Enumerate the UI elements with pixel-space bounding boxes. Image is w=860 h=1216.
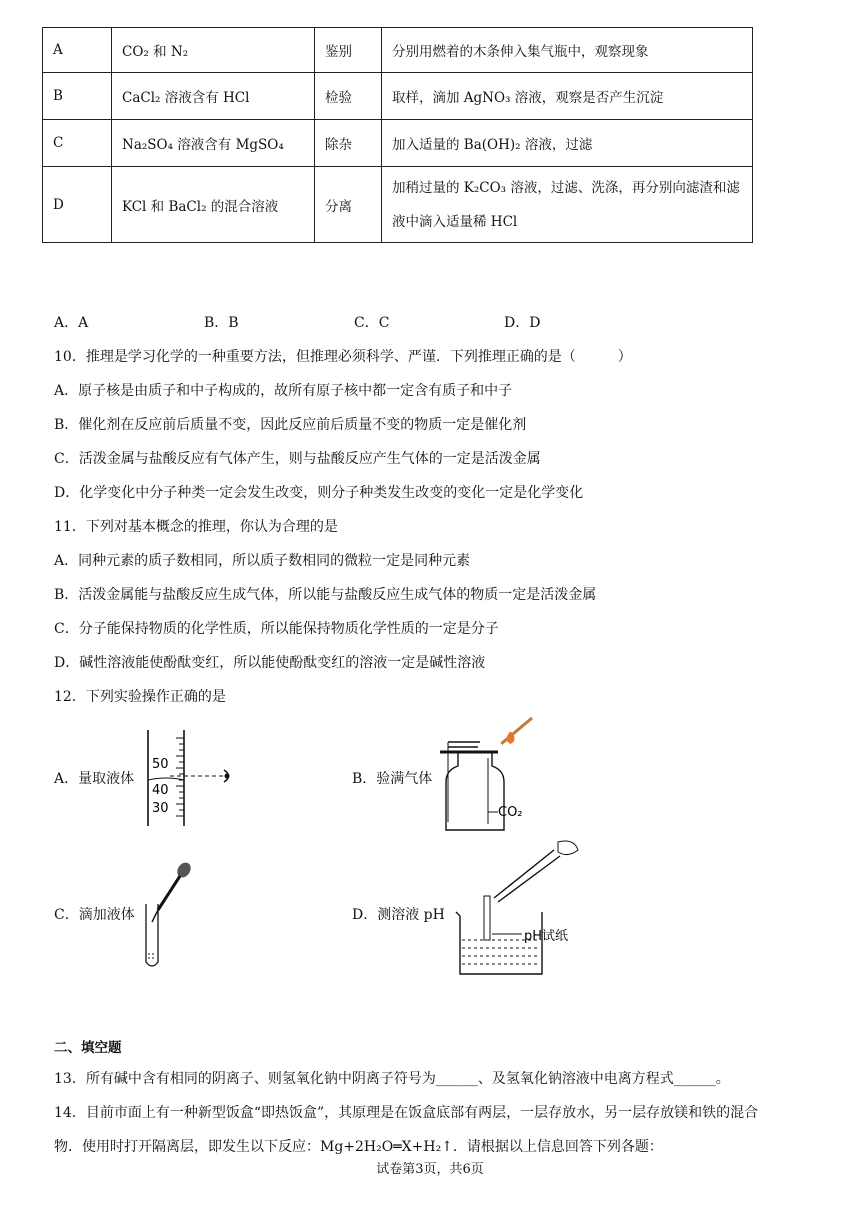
row-method: 分别用燃着的木条伸入集气瓶中，观察现象 — [382, 28, 753, 73]
tick-30: 30 — [152, 801, 169, 816]
table-row — [43, 120, 753, 167]
co2-label: CO₂ — [498, 805, 523, 820]
q12-stem: 12．下列实验操作正确的是 — [54, 689, 226, 705]
table-row — [43, 73, 753, 120]
row-purpose: 检验 — [315, 73, 382, 120]
q11-option-c[interactable]: C．分子能保持物质的化学性质，所以能保持物质化学性质的一定是分子 — [54, 621, 499, 637]
row-purpose: 鉴别 — [315, 28, 382, 73]
q13-text: 13．所有碱中含有相同的阴离子、则氢氧化钠中阴离子符号为______、及氢氧化钠溶液中电离方程式______。 — [54, 1071, 730, 1087]
q14-line-2: 物．使用时打开隔离层，即发生以下反应：Mg+2H₂O═X+H₂↑．请根据以上信息回答下列各题： — [54, 1139, 663, 1155]
section-title: 二、填空题 — [54, 1040, 122, 1056]
q11-option-a[interactable]: A．同种元素的质子数相同，所以质子数相同的微粒一定是同种元素 — [54, 553, 471, 569]
ph-test-figure — [450, 836, 590, 978]
q10-stem: 10．推理是学习化学的一种重要方法，但推理必须科学、严谨．下列推理正确的是（ ） — [54, 349, 632, 365]
row-id: D — [43, 167, 112, 243]
graduated-cylinder-figure — [140, 728, 250, 828]
row-id: B — [43, 73, 112, 120]
row-id: A — [43, 28, 112, 73]
gas-bottle-figure — [440, 712, 560, 834]
tick-40: 40 — [152, 783, 169, 798]
q10-option-b[interactable]: B．催化剂在反应前后质量不变，因此反应前后质量不变的物质一定是催化剂 — [54, 417, 527, 433]
q12-option-c[interactable]: C．滴加液体 — [54, 907, 135, 923]
eye-icon — [225, 774, 230, 779]
row-object: CO₂ 和 N₂ — [112, 28, 315, 73]
q12-option-a[interactable]: A．量取液体 — [54, 771, 135, 787]
option-a[interactable]: A．A — [54, 315, 89, 331]
q10-option-d[interactable]: D．化学变化中分子种类一定会发生改变，则分子种类发生改变的变化一定是化学变化 — [54, 485, 584, 501]
experiment-table — [42, 27, 753, 243]
row-purpose: 分离 — [315, 167, 382, 243]
row-method: 取样，滴加 AgNO₃ 溶液，观察是否产生沉淀 — [382, 73, 753, 120]
option-b[interactable]: B．B — [204, 315, 239, 331]
tick-50: 50 — [152, 757, 169, 772]
row-object: CaCl₂ 溶液含有 HCl — [112, 73, 315, 120]
q9-options — [54, 312, 654, 332]
row-purpose: 除杂 — [315, 120, 382, 167]
row-method: 加入适量的 Ba(OH)₂ 溶液，过滤 — [382, 120, 753, 167]
table-row — [43, 28, 753, 73]
row-method: 加稍过量的 K₂CO₃ 溶液，过滤、洗涤，再分别向滤渣和滤液中滴入适量稀 HCl — [382, 167, 753, 243]
table-row — [43, 167, 753, 243]
option-d[interactable]: D．D — [504, 315, 541, 331]
q12-option-b[interactable]: B．验满气体 — [352, 771, 433, 787]
q10-option-c[interactable]: C．活泼金属与盐酸反应有气体产生，则与盐酸反应产生气体的一定是活泼金属 — [54, 451, 541, 467]
ph-paper-label: pH试纸 — [524, 929, 569, 944]
row-object: Na₂SO₄ 溶液含有 MgSO₄ — [112, 120, 315, 167]
q14-line-1: 14．目前市面上有一种新型饭盒“即热饭盒”，其原理是在饭盒底部有两层，一层存放水，另一层存放镁和铁的混合 — [54, 1105, 759, 1121]
page-footer: 试卷第3页，共6页 — [376, 1162, 484, 1177]
row-object: KCl 和 BaCl₂ 的混合溶液 — [112, 167, 315, 243]
q11-stem: 11．下列对基本概念的推理，你认为合理的是 — [54, 519, 338, 535]
q12-option-d[interactable]: D．测溶液 pH — [352, 907, 445, 923]
q11-option-d[interactable]: D．碱性溶液能使酚酞变红，所以能使酚酞变红的溶液一定是碱性溶液 — [54, 655, 486, 671]
dropper-figure — [140, 858, 200, 974]
q11-option-b[interactable]: B．活泼金属能与盐酸反应生成气体，所以能与盐酸反应生成气体的物质一定是活泼金属 — [54, 587, 597, 603]
row-id: C — [43, 120, 112, 167]
option-c[interactable]: C．C — [354, 315, 390, 331]
q10-option-a[interactable]: A．原子核是由质子和中子构成的，故所有原子核中都一定含有质子和中子 — [54, 383, 513, 399]
